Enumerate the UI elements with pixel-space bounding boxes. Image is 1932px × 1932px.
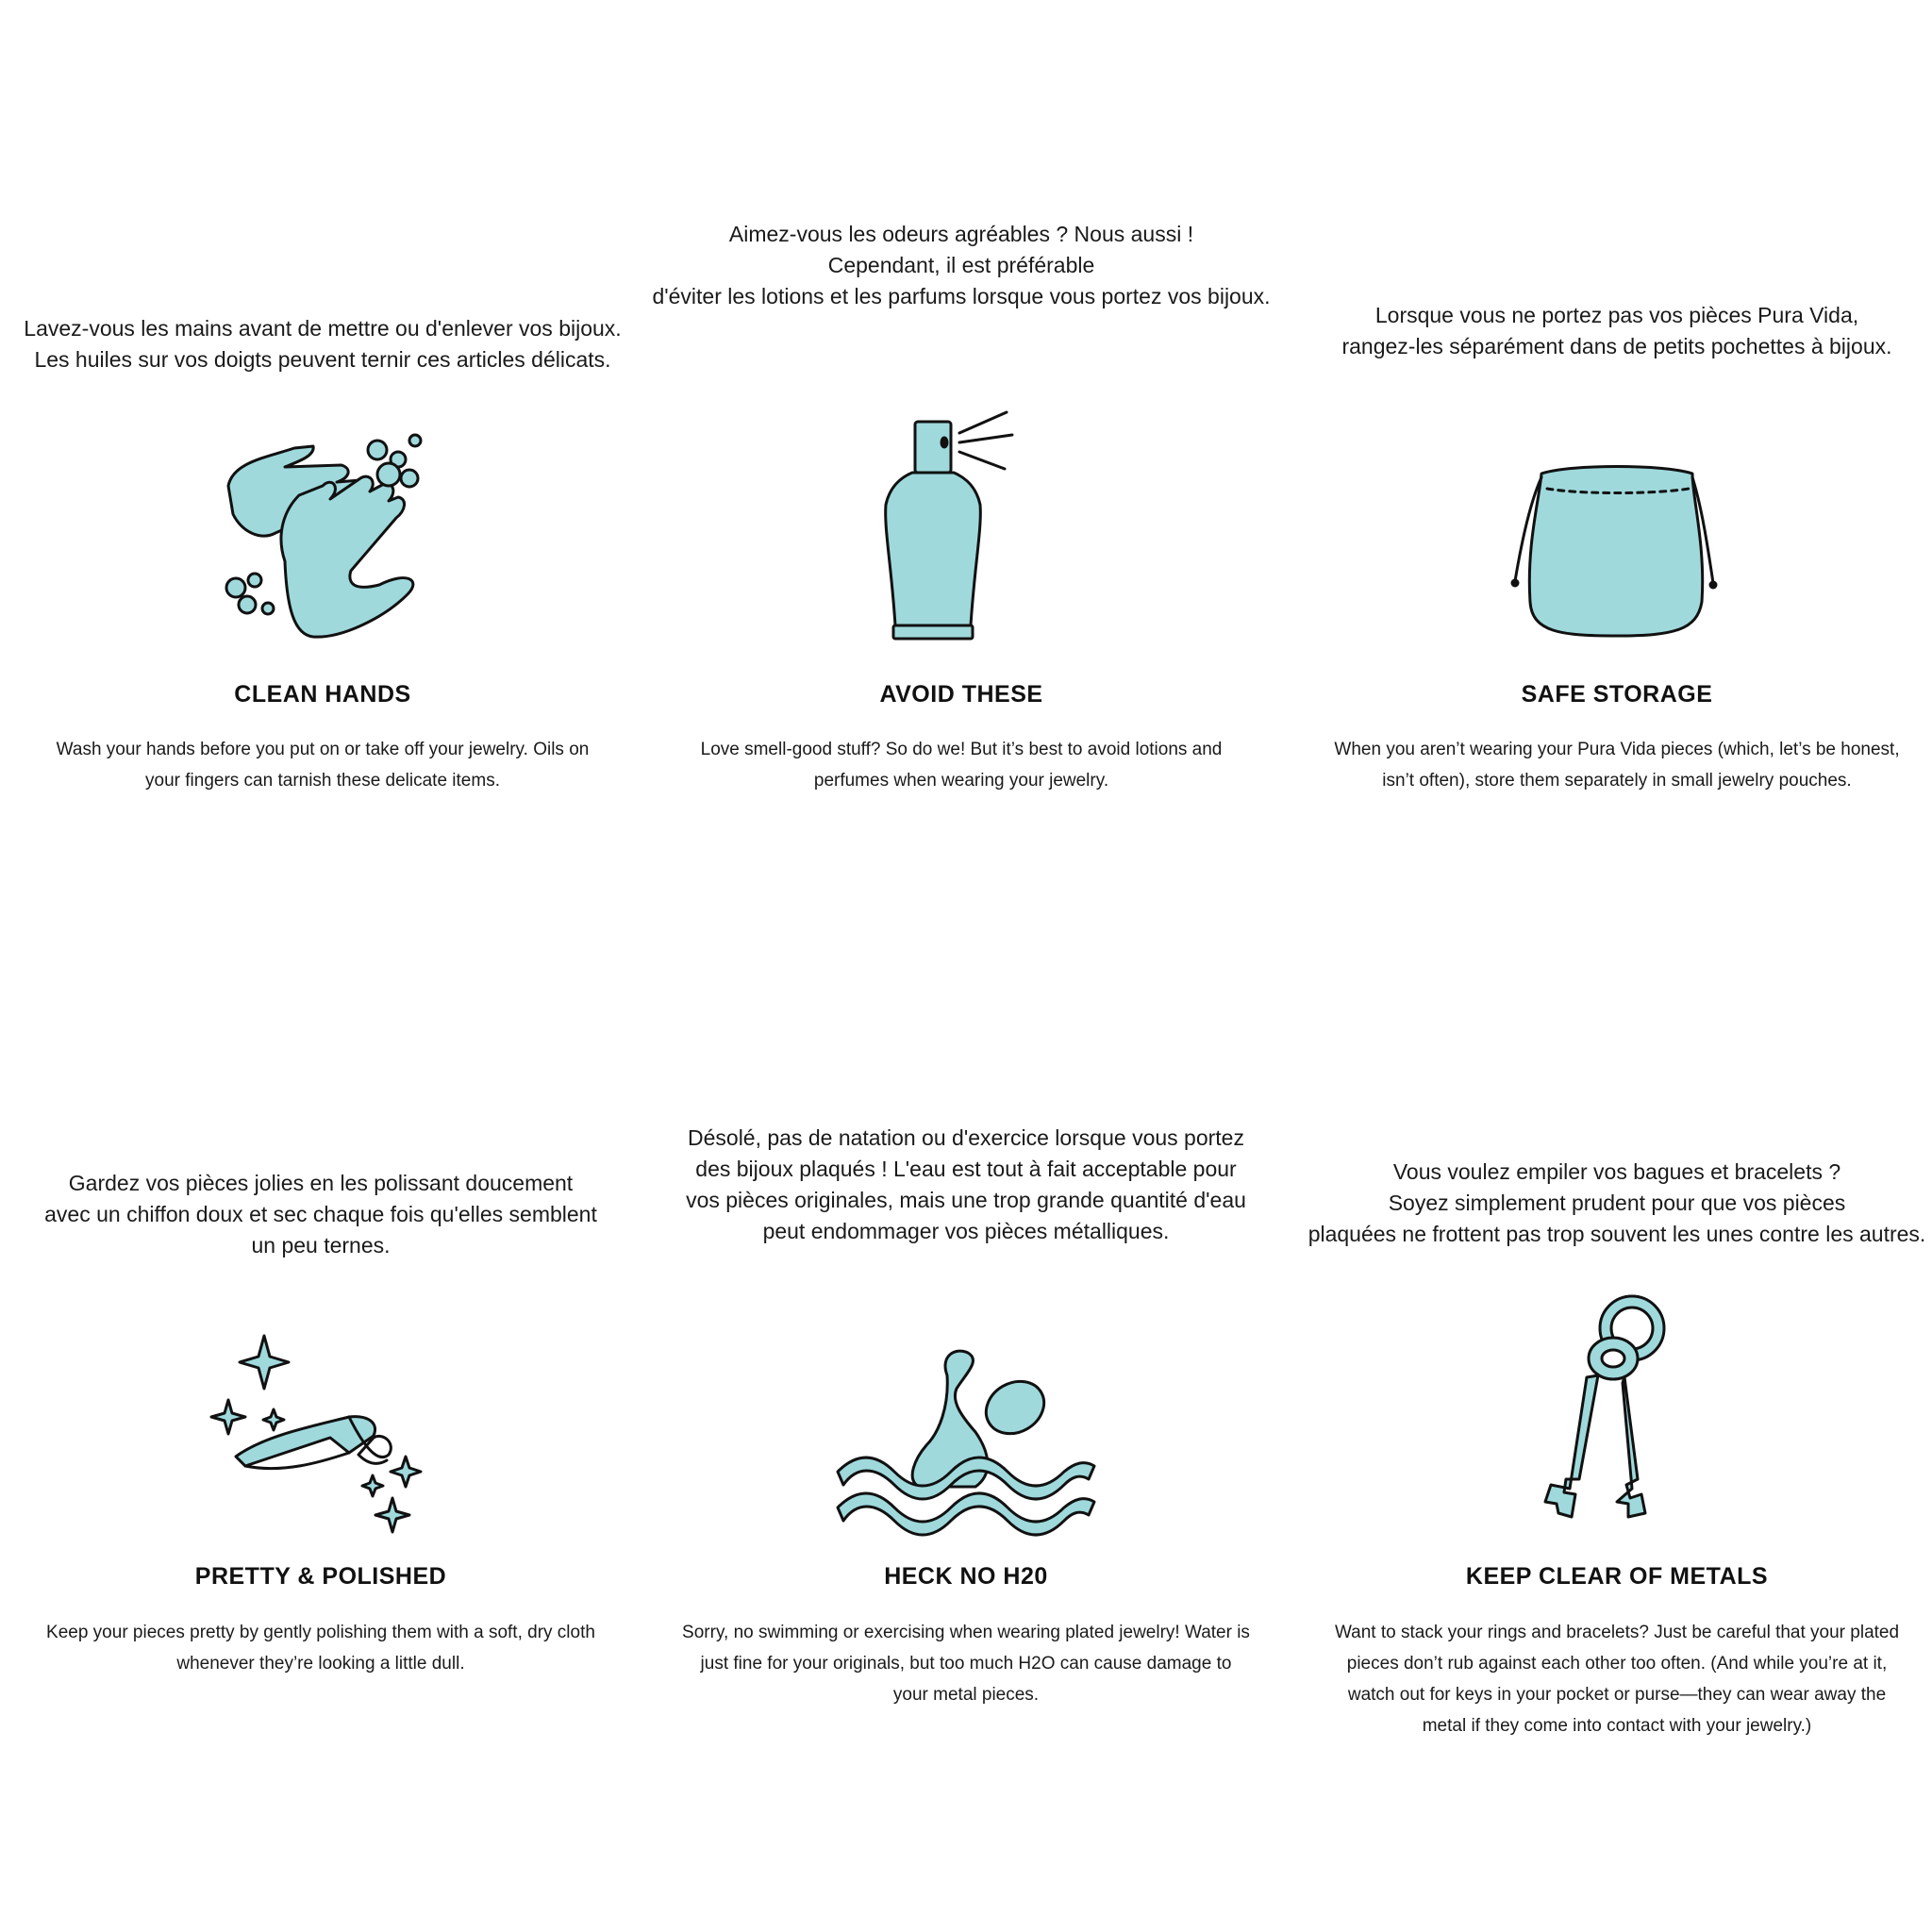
french-line: Cependant, il est préférable <box>827 253 1095 277</box>
english-line: When you aren’t wearing your Pura Vida pieces (which, let’s be honest, <box>1334 740 1900 759</box>
card-title: SAFE STORAGE <box>1521 681 1713 708</box>
care-card-keep-clear-of-metals <box>1296 943 1932 1887</box>
perfume-bottle-icon <box>641 410 1282 646</box>
card-title: HECK NO H20 <box>884 1563 1048 1590</box>
english-line: your fingers can tarnish these delicate items. <box>145 771 500 791</box>
french-line: vos pièces originales, mais une trop grande quantité d'eau <box>686 1188 1246 1212</box>
english-line: just fine for your originals, but too much H2O can cause damage to <box>700 1654 1232 1674</box>
french-description <box>2 313 643 375</box>
french-line: des bijoux plaqués ! L'eau est tout à fait acceptable pour <box>695 1157 1237 1181</box>
english-line: Wash your hands before you put on or take off your jewelry. Oils on <box>56 740 590 759</box>
french-line: d'éviter les lotions et les parfums lorsque vous portez vos bijoux. <box>652 284 1271 308</box>
card-title: KEEP CLEAR OF METALS <box>1465 1563 1769 1590</box>
swimmer-waves-icon <box>645 1347 1287 1536</box>
english-line: Keep your pieces pretty by gently polishing them with a soft, dry cloth <box>46 1623 595 1642</box>
english-description <box>1296 1617 1932 1741</box>
washing-hands-icon <box>2 420 643 646</box>
jewelry-pouch-icon <box>1296 460 1932 649</box>
french-line: un peu ternes. <box>251 1233 391 1257</box>
french-description <box>641 219 1282 312</box>
french-line: Vous voulez empiler vos bagues et bracelets ? <box>1392 1159 1841 1184</box>
french-line: Les huiles sur vos doigts peuvent ternir ces articles délicats. <box>34 347 611 372</box>
english-line: your metal pieces. <box>892 1685 1040 1705</box>
english-line: Want to stack your rings and bracelets? Just be careful that your plated <box>1334 1623 1900 1642</box>
english-description <box>1296 734 1932 796</box>
care-card-heck-no-h20 <box>645 943 1287 1887</box>
english-line: metal if they come into contact with your jewelry.) <box>1422 1716 1812 1736</box>
english-line: perfumes when wearing your jewelry. <box>813 771 1109 791</box>
english-line: Love smell-good stuff? So do we! But it’s best to avoid lotions and <box>700 740 1223 759</box>
french-line: Lorsque vous ne portez pas vos pièces Pura Vida, <box>1374 303 1859 327</box>
french-line: Lavez-vous les mains avant de mettre ou d'enlever vos bijoux. <box>24 316 622 341</box>
english-description <box>2 734 643 796</box>
card-title: CLEAN HANDS <box>234 681 411 708</box>
french-line: Désolé, pas de natation ou d'exercice lorsque vous portez <box>688 1125 1244 1150</box>
english-description <box>641 734 1282 796</box>
english-line: pieces don’t rub against each other too often. (And while you’re at it, <box>1346 1654 1888 1674</box>
english-line: isn’t often), store them separately in small jewelry pouches. <box>1382 771 1852 791</box>
english-line: Sorry, no swimming or exercising when wearing plated jewelry! Water is <box>682 1623 1250 1642</box>
card-title: PRETTY & POLISHED <box>194 1563 447 1590</box>
english-line: whenever they’re looking a little dull. <box>176 1654 465 1674</box>
french-line: rangez-les séparément dans de petits pochettes à bijoux. <box>1341 334 1892 358</box>
french-description <box>1296 1157 1932 1250</box>
french-line: avec un chiffon doux et sec chaque fois qu'elles semblent <box>44 1202 597 1226</box>
card-title: AVOID THESE <box>879 681 1043 708</box>
english-description <box>0 1617 641 1679</box>
french-line: Aimez-vous les odeurs agréables ? Nous aussi ! <box>728 222 1194 246</box>
care-card-pretty-polished <box>0 943 641 1887</box>
care-card-avoid-these <box>641 0 1282 943</box>
care-card-safe-storage <box>1296 0 1932 943</box>
french-description <box>1296 300 1932 362</box>
keys-on-ring-icon <box>1296 1291 1932 1536</box>
french-line: Soyez simplement prudent pour que vos pièces <box>1388 1191 1846 1215</box>
french-line: plaquées ne frottent pas trop souvent les unes contre les autres. <box>1307 1222 1926 1246</box>
polishing-cloth-sparkle-icon <box>0 1332 641 1540</box>
care-card-clean-hands <box>2 0 643 943</box>
french-description <box>0 1168 641 1261</box>
english-line: watch out for keys in your pocket or purse—they can wear away the <box>1347 1685 1887 1705</box>
french-line: peut endommager vos pièces métalliques. <box>762 1219 1170 1243</box>
french-description <box>645 1123 1287 1247</box>
english-description <box>645 1617 1287 1710</box>
french-line: Gardez vos pièces jolies en les polissant doucement <box>68 1171 574 1195</box>
